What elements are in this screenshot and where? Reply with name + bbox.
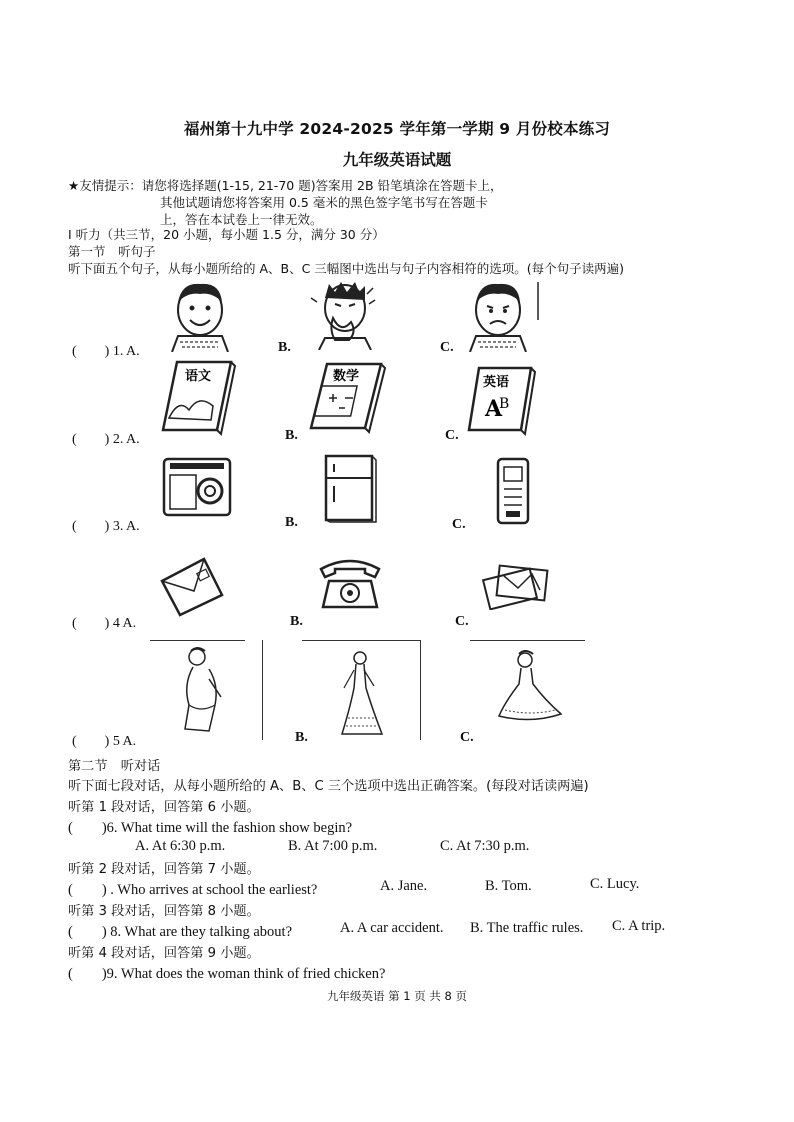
section1-instructions: 听下面五个句子，从每小题所给的 A、B、C 三幅图中选出与句子内容相符的选项。(每个句子读两遍): [68, 261, 625, 276]
question-8-option-b: B. The traffic rules.: [470, 920, 584, 936]
question-7-option-b: B. Tom.: [485, 878, 532, 894]
question-2-option-c: C.: [445, 428, 459, 443]
photos-icon: [478, 560, 558, 610]
section2-instructions: 听下面七段对话，从每小题所给的 A、B、C 三个选项中选出正确答案。(每段对话读两遍): [68, 779, 589, 794]
book-title-english: 英语: [483, 375, 510, 390]
sad-boy-icon: [458, 280, 540, 352]
notice-line-2: 其他试题请您将答案用 0.5 毫米的黑色签字笔书写在答题卡: [160, 195, 488, 210]
notice-line-3: 上，答在本试卷上一律无效。: [160, 212, 323, 227]
question-8-option-a: A. A car accident.: [340, 920, 444, 936]
exam-subtitle: 九年级英语试题: [342, 151, 452, 169]
frame-top-line-a: [150, 640, 245, 641]
dialogue-1-intro: 听第 1 段对话，回答第 6 小题。: [68, 800, 260, 815]
dialogue-2-intro: 听第 2 段对话，回答第 7 小题。: [68, 862, 260, 877]
divider-line: [470, 640, 585, 641]
question-5-option-b: B.: [295, 730, 308, 745]
frame-divider-bc: [420, 640, 421, 740]
telephone-icon: [315, 555, 385, 613]
section2-title: 第二节 听对话: [68, 759, 161, 774]
letter-a-glyph: A: [485, 396, 503, 422]
english-book-icon: [465, 364, 537, 436]
question-4-label: ( ) 4 A.: [72, 616, 137, 631]
letter-b-glyph: B: [499, 396, 510, 412]
air-conditioner-icon: [492, 455, 534, 527]
question-1-option-c: C.: [440, 340, 454, 355]
book-title-math: 数学: [333, 369, 360, 384]
question-6-option-b: B. At 7:00 p.m.: [288, 838, 378, 854]
book-title-chinese: 语文: [185, 369, 212, 384]
question-7-option-a: A. Jane.: [380, 878, 428, 894]
question-4-option-b: B.: [290, 614, 303, 629]
question-3-option-b: B.: [285, 515, 298, 530]
sneezing-boy-icon: [305, 278, 385, 350]
math-book-icon: [305, 358, 387, 436]
question-5-option-c: C.: [460, 730, 474, 745]
part1-heading: Ⅰ 听力（共三节，20 小题，每小题 1.5 分，满分 30 分）: [68, 227, 385, 242]
frame-divider-ab: [262, 640, 263, 740]
question-2-option-b: B.: [285, 428, 298, 443]
woman-long-dress-icon: [328, 648, 394, 740]
dialogue-3-intro: 听第 3 段对话，回答第 8 小题。: [68, 904, 260, 919]
woman-skirt-icon: [495, 650, 567, 725]
page-footer: 九年级英语 第 1 页 共 8 页: [326, 989, 468, 1003]
question-5-label: ( ) 5 A.: [72, 734, 137, 749]
question-3-label: ( ) 3. A.: [72, 519, 140, 534]
question-7: ( ) . Who arrives at school the earliest?: [68, 882, 318, 898]
exam-title: 福州第十九中学 2024-2025 学年第一学期 9 月份校本练习: [183, 120, 611, 138]
question-9: ( )9. What does the woman think of fried chicken?: [68, 966, 386, 982]
happy-boy-icon: [160, 280, 240, 352]
question-6: ( )6. What time will the fashion show begin?: [68, 820, 353, 836]
question-2-label: ( ) 2. A.: [72, 432, 140, 447]
chinese-book-icon: [155, 358, 237, 436]
envelope-icon: [158, 555, 226, 617]
oven-icon: [160, 455, 235, 520]
question-6-option-c: C. At 7:30 p.m.: [440, 838, 530, 854]
question-1-option-b: B.: [278, 340, 291, 355]
section1-title: 第一节 听句子: [68, 244, 156, 259]
question-4-option-c: C.: [455, 614, 469, 629]
frame-top-line-b: [302, 640, 420, 641]
question-3-option-c: C.: [452, 517, 466, 532]
dialogue-4-intro: 听第 4 段对话，回答第 9 小题。: [68, 946, 260, 961]
question-8: ( ) 8. What are they talking about?: [68, 924, 293, 940]
question-8-option-c: C. A trip.: [612, 918, 666, 934]
question-6-option-a: A. At 6:30 p.m.: [135, 838, 226, 854]
woman-short-dress-icon: [175, 645, 235, 737]
fridge-icon: [322, 452, 378, 524]
question-7-option-c: C. Lucy.: [590, 876, 640, 892]
notice-line-1: ★友情提示：请您将选择题(1-15, 21-70 题)答案用 2B 铅笔填涂在答题卡上，: [68, 178, 503, 193]
question-1-label: ( ) 1. A.: [72, 344, 140, 359]
